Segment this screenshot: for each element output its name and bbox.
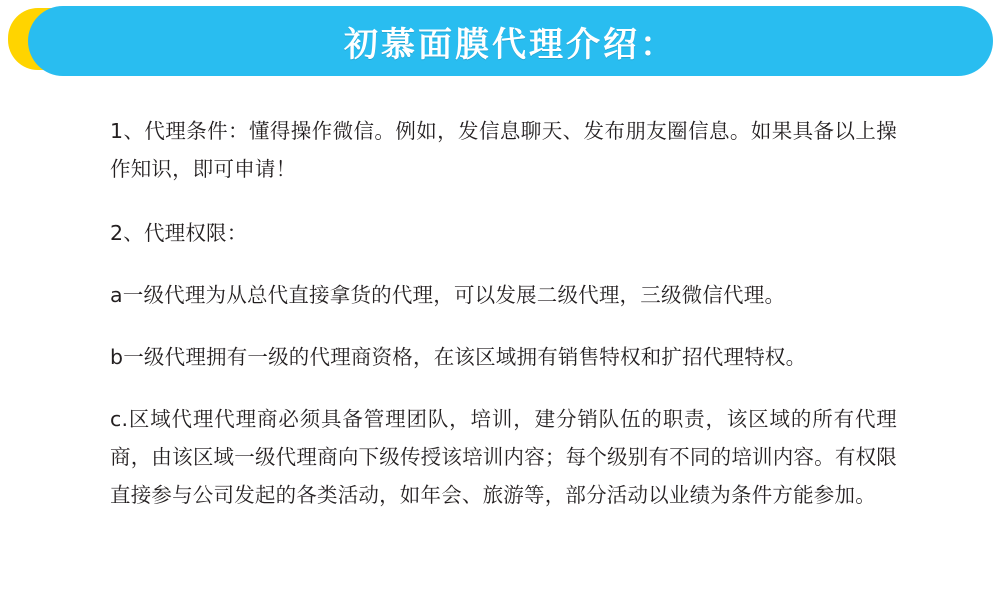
header-banner [0,0,1005,92]
page-title: 初慕面膜代理介绍： [344,24,677,65]
content-body [0,92,1005,591]
paragraph-level-c: c.区域代理代理商必须具备管理团队，培训，建分销队伍的职责，该区域的所有代理商，由该区域一级代理商向下级传授该培训内容；每个级别有不同的培训内容。有权限直接参与公司发起的各类活动，如年会、旅游等，部分活动以业绩为条件方能参加。 [110,407,897,507]
title-banner [28,6,993,76]
paragraph-level-a: a一级代理为从总代直接拿货的代理，可以发展二级代理，三级微信代理。 [110,283,786,307]
paragraph-agent-requirements: 1、代理条件：懂得操作微信。例如，发信息聊天、发布朋友圈信息。如果具备以上操作知识，即可申请！ [110,119,897,181]
paragraph-agent-permissions-heading: 2、代理权限： [110,221,248,245]
paragraph-level-b: b一级代理拥有一级的代理商资格，在该区域拥有销售特权和扩招代理特权。 [110,345,807,369]
